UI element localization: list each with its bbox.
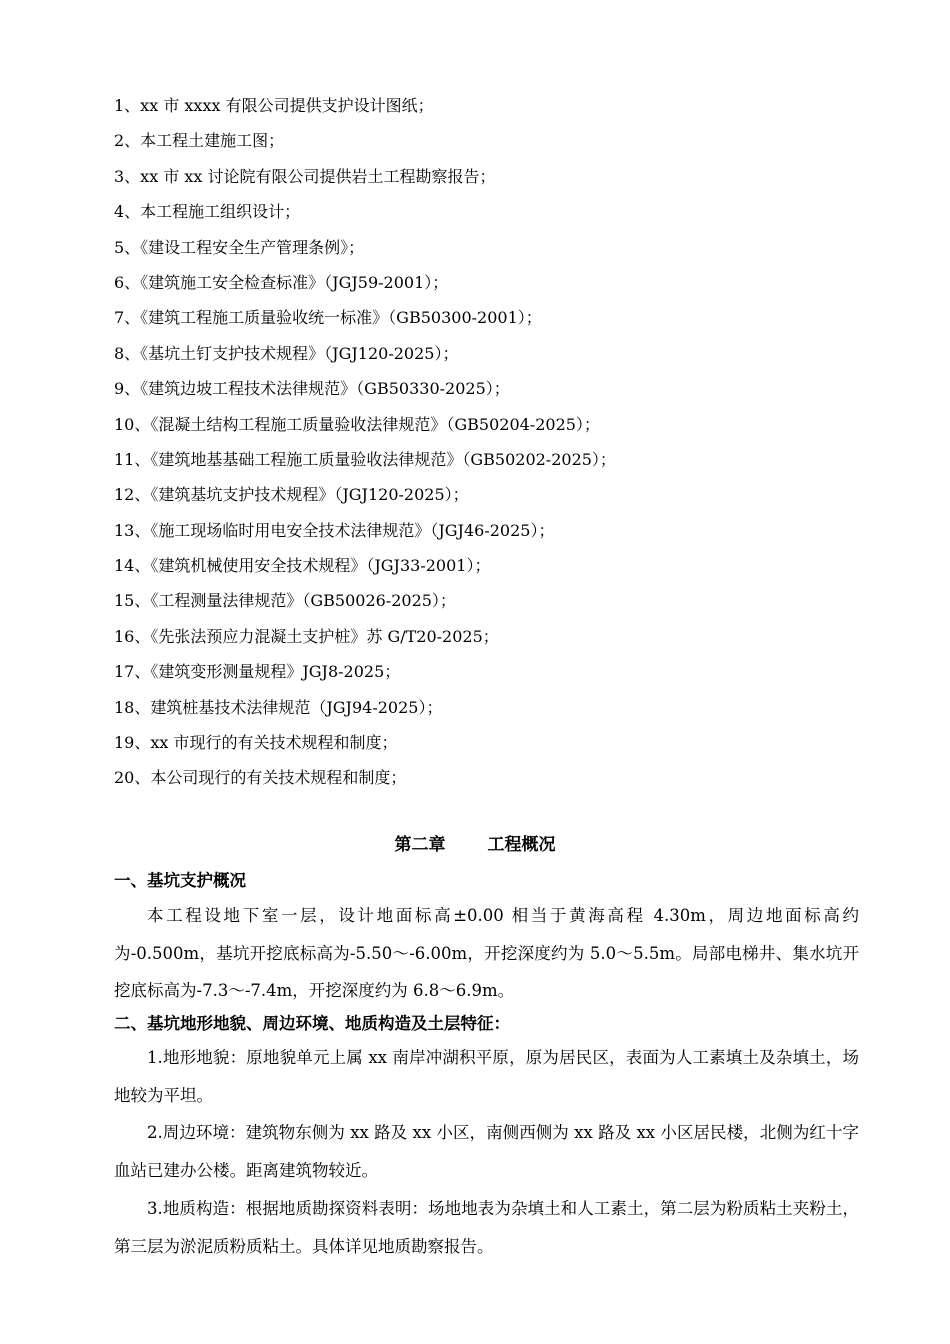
chapter-number: 第二章 [394,835,446,855]
reference-item: 2、本工程土建施工图； [114,131,285,151]
reference-item: 20、本公司现行的有关技术规程和制度； [114,768,407,788]
reference-item: 1、xx 市 xxxx 有限公司提供支护设计图纸； [114,96,434,115]
chapter-title: 工程概况 [487,835,556,855]
paragraph-overview: 本工程设地下室一层，设计地面标高±0.00 相当于黄海高程 4.30m，周边地面标高约为-0.500m，基坑开挖底标高为-5.50～-6.00m，开挖深度约为 5.0～5.5m。局部电梯井、集水坑开挖底标高为-7.3～-7.4m，开挖深度约为 6.8～6.9m。 [114,906,859,1000]
reference-list [114,88,874,796]
reference-item: 12、《建筑基坑支护技术规程》（JGJ120-2025）； [114,485,469,505]
paragraph-geology: 3.地质构造：根据地质勘探资料表明：场地地表为杂填土和人工素土，第二层为粉质粘土夹粉土，第三层为淤泥质粉质粘土。具体详见地质勘察报告。 [114,1199,859,1256]
reference-item: 17、《建筑变形测量规程》JGJ8-2025； [114,662,401,682]
reference-item: 4、本工程施工组织设计； [114,202,301,222]
reference-item: 7、《建筑工程施工质量验收统一标准》（GB50300-2001）； [114,308,542,328]
paragraph-surroundings: 2.周边环境：建筑物东侧为 xx 路及 xx 小区，南侧西侧为 xx 路及 xx 小区居民楼，北侧为红十字血站已建办公楼。距离建筑物较近。 [114,1123,859,1180]
reference-item: 14、《建筑机械使用安全技术规程》（JGJ33-2001）； [114,556,491,576]
section-heading-site-conditions: 二、基坑地形地貌、周边环境、地质构造及土层特征： [114,1014,510,1033]
reference-item: 18、建筑桩基技术法律规范（JGJ94-2025）； [114,697,443,717]
reference-item: 3、xx 市 xx 讨论院有限公司提供岩土工程勘察报告； [114,166,496,186]
reference-item: 15、《工程测量法律规范》（GB50026-2025）； [114,591,456,611]
reference-item: 11、《建筑地基基础工程施工质量验收法律规范》（GB50202-2025）； [114,449,616,469]
reference-item: 16、《先张法预应力混凝土支护桩》苏 G/T20-2025； [114,626,499,646]
reference-item: 9、《建筑边坡工程技术法律规范》（GB50330-2025）； [114,379,510,399]
reference-item: 13、《施工现场临时用电安全技术法律规范》（JGJ46-2025）； [114,520,555,540]
chapter-heading [0,830,950,860]
reference-item: 5、《建设工程安全生产管理条例》； [114,237,365,257]
paragraph-terrain: 1.地形地貌：原地貌单元上属 xx 南岸冲湖积平原，原为居民区，表面为人工素填土及杂填土，场地较为平坦。 [114,1048,859,1105]
section-heading-overview: 一、基坑支护概况 [114,871,246,890]
reference-item: 6、《建筑施工安全检查标准》（JGJ59-2001）； [114,272,449,292]
reference-item: 10、《混凝土结构工程施工质量验收法律规范》（GB50204-2025）； [114,414,600,434]
reference-item: 19、xx 市现行的有关技术规程和制度； [114,733,398,753]
reference-item: 8、《基坑土钉支护技术规程》（JGJ120-2025）； [114,343,459,363]
